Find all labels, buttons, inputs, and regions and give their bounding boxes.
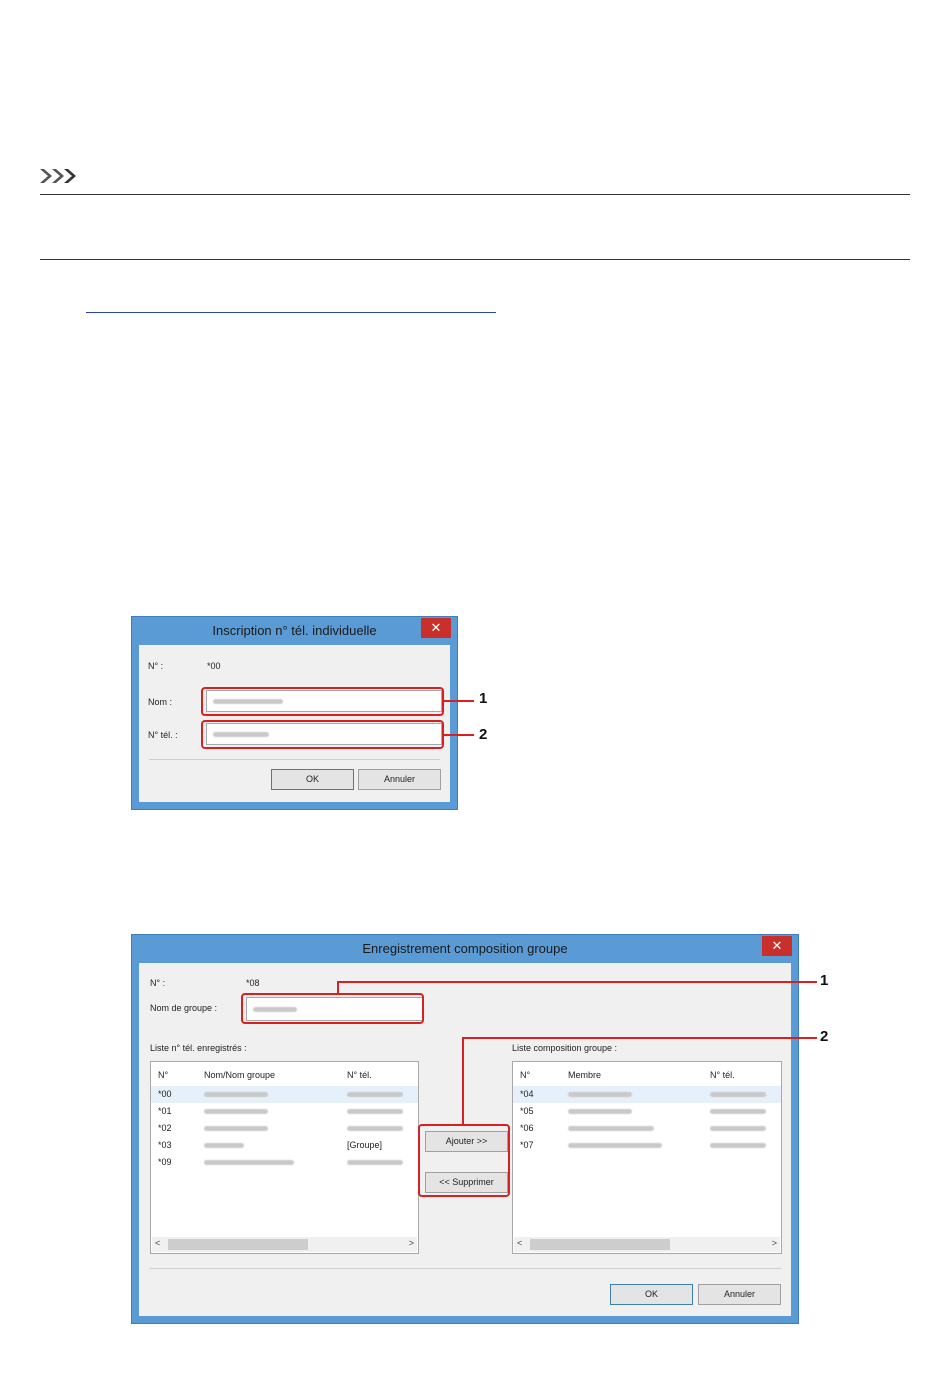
add-remove-highlight (418, 1124, 510, 1197)
callout-line-2 (462, 1037, 817, 1039)
number-value: *00 (207, 661, 221, 671)
callout-2: 2 (479, 726, 488, 743)
cancel-button[interactable]: Annuler (698, 1284, 781, 1305)
list-item[interactable]: *05 (513, 1103, 781, 1120)
link-underline[interactable] (86, 312, 496, 313)
cancel-button[interactable]: Annuler (358, 769, 441, 790)
ok-button[interactable]: OK (271, 769, 354, 790)
col-header-member[interactable]: Membre (568, 1070, 602, 1080)
col-header-name[interactable]: Nom/Nom groupe (204, 1070, 276, 1080)
remove-button[interactable]: << Supprimer (425, 1172, 508, 1193)
col-header-tel[interactable]: N° tél. (710, 1070, 735, 1080)
list-item[interactable]: *01 (151, 1103, 418, 1120)
scroll-thumb[interactable] (530, 1239, 670, 1250)
registered-list[interactable] (150, 1061, 419, 1254)
chevron-right-icon[interactable]: > (771, 1238, 777, 1248)
callout-line-1 (444, 700, 474, 702)
scroll-thumb[interactable] (168, 1239, 308, 1250)
horizontal-scrollbar[interactable] (152, 1237, 417, 1252)
group-member-list[interactable] (512, 1061, 782, 1254)
list-item[interactable]: *07 (513, 1137, 781, 1154)
group-list-label: Liste composition groupe : (512, 1043, 618, 1053)
dialog-title: Inscription n° tél. individuelle (212, 623, 377, 638)
callout-line-2 (444, 734, 474, 736)
horizontal-scrollbar[interactable] (514, 1237, 780, 1252)
registered-list-label: Liste n° tél. enregistrés : (150, 1043, 247, 1053)
list-item[interactable]: *09 (151, 1154, 418, 1171)
separator (149, 1268, 781, 1269)
dialog-title: Enregistrement composition groupe (362, 941, 568, 956)
close-button[interactable]: ✕ (762, 936, 792, 956)
chevron-left-icon[interactable]: < (155, 1238, 161, 1248)
callout-line-1 (337, 981, 817, 983)
col-header-no[interactable]: N° (520, 1070, 531, 1080)
number-value: *08 (246, 978, 260, 988)
col-header-tel[interactable]: N° tél. (347, 1070, 372, 1080)
list-item[interactable]: *02 (151, 1120, 418, 1137)
tel-highlight (201, 720, 444, 749)
note-bottom-rule (40, 259, 910, 260)
tel-label: N° tél. : (148, 730, 178, 740)
group-name-highlight (241, 993, 424, 1024)
list-item[interactable]: *04 (513, 1086, 781, 1103)
note-top-rule (40, 194, 910, 195)
close-button[interactable]: ✕ (421, 618, 451, 638)
callout-1: 1 (479, 690, 488, 707)
list-item[interactable]: *00 (151, 1086, 418, 1103)
callout-1: 1 (820, 972, 829, 989)
note-icon (40, 167, 86, 185)
separator (149, 759, 440, 760)
col-header-no[interactable]: N° (158, 1070, 169, 1080)
callout-line-2 (462, 1038, 464, 1125)
chevron-right-icon[interactable]: > (408, 1238, 414, 1248)
callout-2: 2 (820, 1028, 829, 1045)
number-label: N° : (148, 661, 164, 671)
list-item[interactable]: *06 (513, 1120, 781, 1137)
group-name-label: Nom de groupe : (150, 1003, 218, 1013)
name-label: Nom : (148, 697, 173, 707)
callout-line-1 (337, 982, 339, 994)
number-label: N° : (150, 978, 166, 988)
chevron-left-icon[interactable]: < (517, 1238, 523, 1248)
name-highlight (201, 687, 444, 716)
ok-button[interactable]: OK (610, 1284, 693, 1305)
add-button[interactable]: Ajouter >> (425, 1131, 508, 1152)
list-item[interactable]: *03 [Groupe] (158, 1140, 383, 1150)
